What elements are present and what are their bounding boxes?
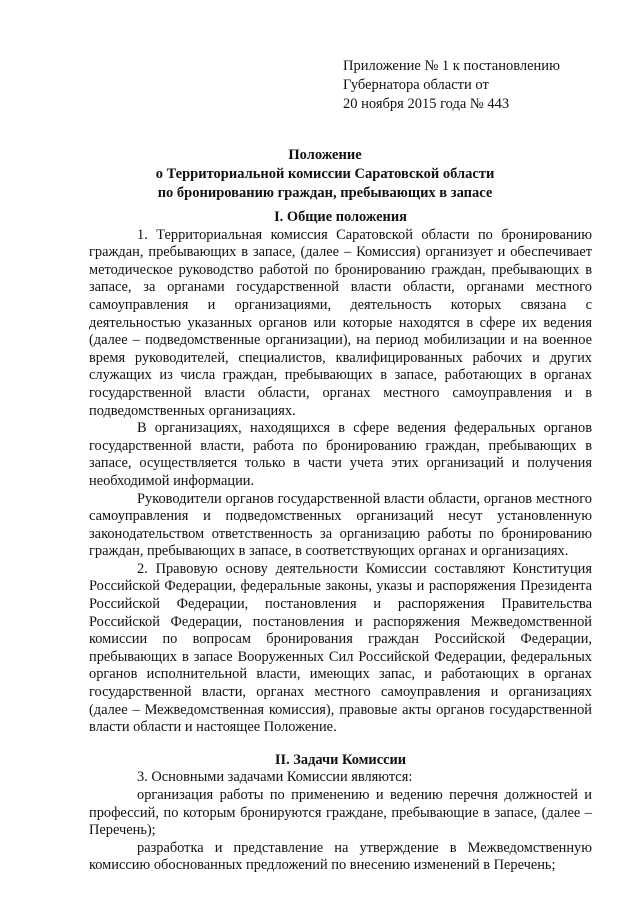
annex-note <box>343 57 603 114</box>
title-line: по бронированию граждан, пребывающих в запасе <box>157 185 493 201</box>
paragraph: Руководители органов государственной власти области, органов местного самоуправления и подведомственных организаций несут установленную законодательством ответственность за организацию работы по бронированию граждан, пребывающих в запасе, в соответствующих органах и организациях. <box>89 490 592 560</box>
paragraph: организация работы по применению и ведению перечня должностей и профессий, по которым бронируются граждане, пребывающие в запасе, (далее – Перечень); <box>89 787 592 839</box>
title-line: о Территориальной комиссии Саратовской области <box>155 166 495 182</box>
paragraph: 3. Основными задачами Комиссии являются: <box>137 769 413 786</box>
document-body <box>89 209 592 875</box>
document-title <box>60 146 590 203</box>
annex-line: Губернатора области от <box>343 77 489 93</box>
annex-line: 20 ноября 2015 года № 443 <box>343 96 510 112</box>
section-heading: I. Общие положения <box>274 209 407 225</box>
title-line: Положение <box>288 147 362 163</box>
paragraph: разработка и представление на утверждение в Межведомственную комиссию обоснованных предложений по внесению изменений в Перечень; <box>89 839 592 874</box>
paragraph: 1. Территориальная комиссия Саратовской области по бронированию граждан, пребывающих в запасе, (далее – Комиссия) организует и обеспечивает методическое руководство работой по бронированию граждан, пребывающих в запасе, за органами государственной власти области, органами местного самоуправления и организациями, деятельность которых связана с деятельностью указанных органов или которые находятся в сфере их ведения (далее – подведомственные организации), на период мобилизации и на военное время руководителей, специалистов, квалифицированных рабочих и других служащих из числа граждан, пребывающих в запасе, работающих в органах государственной власти области, органах местного самоуправления и в подведомственных организациях. <box>89 226 592 419</box>
annex-line: Приложение № 1 к постановлению <box>343 58 560 74</box>
paragraph: В организациях, находящихся в сфере ведения федеральных органов государственной власти, работа по бронированию граждан, пребывающих в запасе, осуществляется только в части учета этих организаций и получения необходимой информации. <box>89 420 592 489</box>
paragraph: 2. Правовую основу деятельности Комиссии составляют Конституция Российской Федерации, федеральные законы, указы и распоряжения Президента Российской Федерации, постановления и распоряжения Правительства Российской Федерации, постановления и распоряжения Межведомственной комиссии по вопросам бронирования граждан Российской Федерации, пребывающих в запасе Вооруженных Сил Российской Федерации, федеральных органов исполнительной власти, имеющих запас, и работающих в органах государственной власти, органах местного самоуправления и организациях (далее – Межведомственная комиссия), правовые акты органов государственной власти области и настоящее Положение. <box>89 560 592 736</box>
section-heading: II. Задачи Комиссии <box>274 751 407 768</box>
